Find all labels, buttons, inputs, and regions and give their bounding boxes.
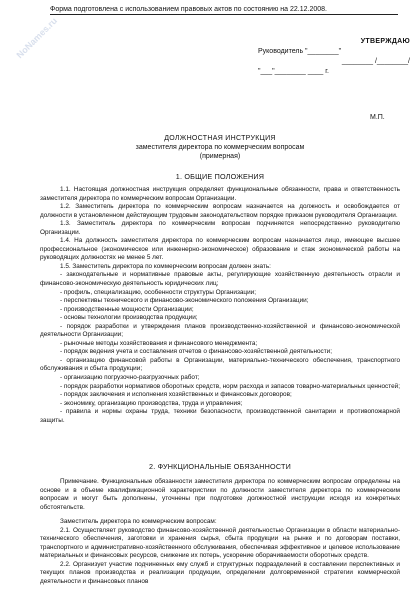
list-item: - организацию погрузочно-разгрузочных работ; <box>60 374 200 382</box>
approval-date-line: "___"________ ____ г. <box>258 68 329 75</box>
list-item: - организацию финансовой работы в Организации, материально-технического обеспечения, транспортного обслуживания и сбыта продукции; <box>40 356 400 373</box>
section-duties-body <box>40 478 400 587</box>
paragraph: 2.1. Осуществляет руководство финансово-хозяйственной деятельностью Организации в области материально-технического обеспечения, заготовки и хранения сырья, сбыта продукции на рынке и по договорам поставки, транспортного и административно-хозяйственного обслуживания, обеспечивая эффективное и целевое использование материальных и финансовых ресурсов, снижение их потерь, ускорение оборачиваемости оборотных средств. <box>40 526 400 560</box>
document-subtitle: заместителя директора по коммерческим вопросам <box>135 144 305 151</box>
list-item: - правила и нормы охраны труда, техники безопасности, производственной санитарии и противопожарной защиты. <box>40 408 400 424</box>
document-title-block <box>40 134 400 161</box>
paragraph: 1.5. Заместитель директора по коммерческим вопросам должен знать: <box>60 262 271 270</box>
list-item: - порядок разработки и утверждения планов производственно-хозяйственной и финансово-экономической деятельности Организации; <box>40 322 400 339</box>
approval-director-line: Руководитель "________" <box>258 48 342 55</box>
approval-signature-line: ________ /________/ <box>341 58 410 65</box>
stamp-placeholder: М.П. <box>370 114 385 121</box>
watermark <box>0 2 60 61</box>
paragraph: 1.3. Заместитель директора по коммерческим вопросам подчиняется непосредственно руководителю Организации. <box>40 220 400 236</box>
approval-block <box>258 38 410 75</box>
watermark-text: NoNames.ru <box>14 15 60 61</box>
list-item: - основы технологии производства продукции; <box>60 314 198 322</box>
list-item: - перспективы технического и финансово-экономического положения Организации; <box>60 297 309 305</box>
list-item: - профиль, специализацию, особенности структуры Организации; <box>60 288 257 296</box>
section-heading-duties: 2. ФУНКЦИОНАЛЬНЫЕ ОБЯЗАННОСТИ <box>149 462 291 471</box>
list-item: - порядок ведения учета и составления отчетов о финансово-хозяйственной деятельности; <box>60 348 333 356</box>
paragraph: 1.2. Заместитель директора по коммерческим вопросам назначается на должность и освобождается от должности в установленном действующим трудовым законодательством порядке приказом руководителя Организации. <box>40 203 400 219</box>
list-item: - порядок заключения и исполнения хозяйственных и финансовых договоров; <box>60 391 292 399</box>
paragraph: Заместитель директора по коммерческим вопросам: <box>60 518 217 526</box>
document-note: (примерная) <box>199 153 241 160</box>
paragraph: 1.1. Настоящая должностная инструкция определяет функциональные обязанности, права и ответственность заместителя директора по коммерческим вопросам Организации. <box>40 186 400 202</box>
header-note: Форма подготовлена с использованием правовых актов по состоянию на 22.12.2008. <box>50 6 398 15</box>
list-item: - производственные мощности Организации; <box>60 305 194 313</box>
list-item: - порядок разработки нормативов оборотных средств, норм расхода и запасов товарно-материальных ценностей; <box>60 382 400 390</box>
list-item: - законодательные и нормативные правовые акты, регулирующие хозяйственную деятельность отрасли и финансово-экономическую деятельность юридических лиц; <box>40 271 400 288</box>
approval-title: УТВЕРЖДАЮ <box>360 38 410 45</box>
section-general-body <box>40 186 400 425</box>
list-item: - рыночные методы хозяйствования и финансового менеджмента; <box>60 339 258 347</box>
paragraph: 2.2. Организует участие подчиненных ему служб и структурных подразделений в составлении перспективных и текущих планов производства и реализации продукции, определении долговременной стратегии коммерческой деятельности и финансовых планов <box>40 560 400 586</box>
document-title: ДОЛЖНОСТНАЯ ИНСТРУКЦИЯ <box>164 135 276 142</box>
section-heading-general: 1. ОБЩИЕ ПОЛОЖЕНИЯ <box>175 172 265 181</box>
list-item: - экономику, организацию производства, труда и управления; <box>60 399 243 407</box>
paragraph: Примечание. Функциональные обязанности заместителя директора по коммерческим вопросам определены на основе и в объеме квалификационной характеристики по должности заместителя директора по коммерческим вопросам и могут быть дополнены, уточнены при подготовке должностной инструкции исходя из конкретных обстоятельств. <box>40 478 400 511</box>
paragraph: 1.4. На должность заместителя директора по коммерческим вопросам назначается лицо, имеющее высшее профессиональное (экономическое или инженерно-экономическое) образование и стаж экономической работы на руководящих должностях не менее 5 лет. <box>40 237 400 262</box>
